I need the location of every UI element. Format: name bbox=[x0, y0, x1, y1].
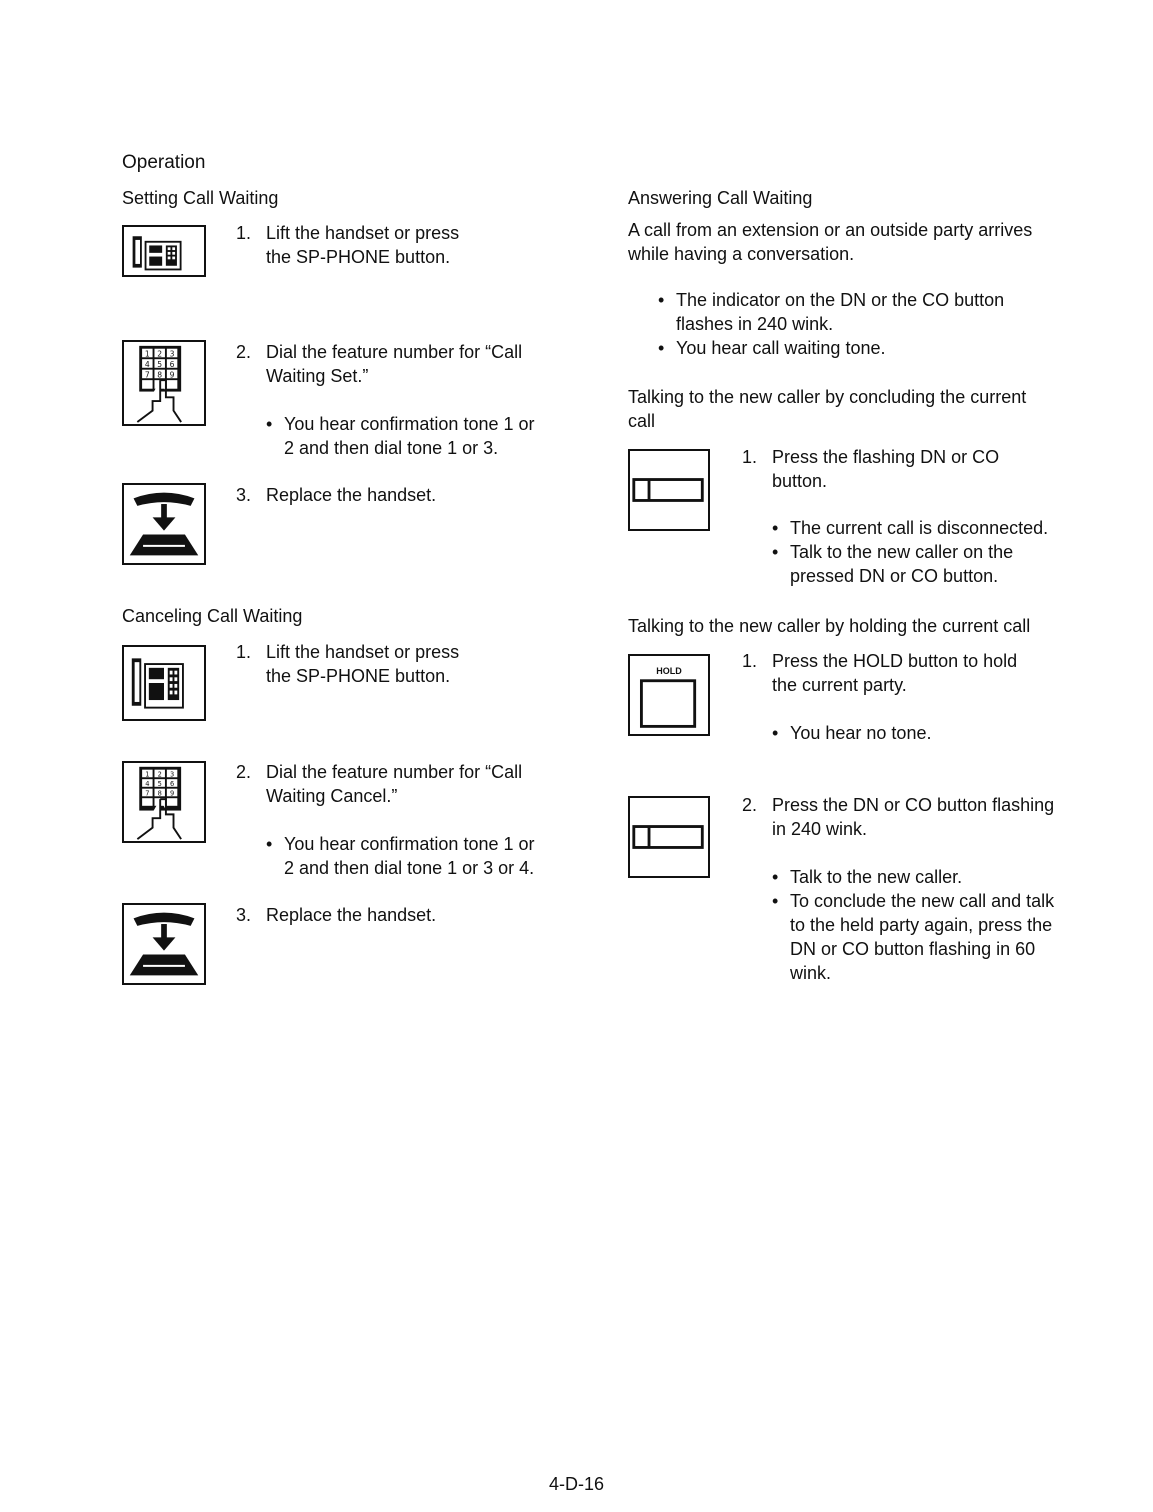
list-item: • Talk to the new caller on the pressed DN or CO button. bbox=[772, 540, 1092, 588]
holding-step-2: 2. Press the DN or CO button flashing in 240 wink. bbox=[742, 795, 1055, 839]
canceling-step-1: 1. Lift the handset or press the SP-PHONE button. bbox=[236, 642, 460, 686]
hold-button-icon: HOLD bbox=[628, 654, 710, 736]
list-item: • Talk to the new caller. bbox=[772, 865, 1102, 889]
setting-bullets bbox=[266, 412, 586, 460]
svg-text:3: 3 bbox=[169, 349, 175, 359]
svg-text:2: 2 bbox=[157, 349, 163, 359]
section-title: Operation bbox=[122, 152, 206, 173]
answering-intro: A call from an extension or an outside party arrives while having a conversation. bbox=[628, 220, 1033, 264]
svg-text:5: 5 bbox=[157, 359, 163, 369]
keypad-icon bbox=[122, 761, 206, 843]
setting-title: Setting Call Waiting bbox=[122, 188, 279, 208]
line-button-icon bbox=[628, 449, 710, 531]
svg-text:7: 7 bbox=[144, 370, 150, 380]
concluding-title: Talking to the new caller by concluding the current call bbox=[628, 387, 1027, 431]
svg-text:4: 4 bbox=[145, 779, 150, 788]
canceling-step-3: 3. Replace the handset. bbox=[236, 905, 437, 925]
answering-bullets bbox=[658, 288, 1078, 360]
list-item: • You hear confirmation tone 1 or 2 and then dial tone 1 or 3 or 4. bbox=[266, 832, 586, 880]
handset-replace-icon bbox=[122, 903, 206, 985]
svg-text:4: 4 bbox=[144, 359, 150, 369]
svg-text:9: 9 bbox=[169, 370, 175, 380]
telephone-icon bbox=[122, 225, 206, 277]
svg-text:8: 8 bbox=[157, 789, 162, 798]
list-item: • You hear no tone. bbox=[772, 721, 1092, 745]
setting-step-1: 1. Lift the handset or press the SP-PHONE button. bbox=[236, 223, 460, 267]
svg-text:1: 1 bbox=[145, 770, 150, 779]
list-item: • The indicator on the DN or the CO button flashes in 240 wink. bbox=[658, 288, 1078, 336]
svg-text:6: 6 bbox=[169, 779, 175, 788]
line-button-icon bbox=[628, 796, 710, 878]
setting-step-3: 3. Replace the handset. bbox=[236, 485, 437, 505]
list-item: • You hear confirmation tone 1 or 2 and then dial tone 1 or 3. bbox=[266, 412, 586, 460]
svg-text:3: 3 bbox=[169, 770, 175, 779]
holding-bullets-1 bbox=[772, 721, 1092, 745]
answering-title: Answering Call Waiting bbox=[628, 188, 813, 208]
holding-step-1: 1. Press the HOLD button to hold the current party. bbox=[742, 651, 1018, 695]
list-item: • The current call is disconnected. bbox=[772, 516, 1092, 540]
canceling-bullets bbox=[266, 832, 586, 880]
canceling-title: Canceling Call Waiting bbox=[122, 606, 303, 626]
keypad-icon bbox=[122, 340, 206, 426]
svg-text:9: 9 bbox=[169, 789, 175, 798]
holding-title: Talking to the new caller by holding the current call bbox=[628, 616, 1031, 636]
concluding-bullets bbox=[772, 516, 1092, 588]
svg-text:6: 6 bbox=[169, 359, 175, 369]
list-item: • To conclude the new call and talk to the held party again, press the DN or CO button flashing in 60 wink. bbox=[772, 889, 1102, 985]
list-item: • You hear call waiting tone. bbox=[658, 336, 1078, 360]
holding-bullets-2 bbox=[772, 865, 1102, 985]
svg-text:5: 5 bbox=[157, 779, 162, 788]
handset-replace-icon bbox=[122, 483, 206, 565]
svg-text:1: 1 bbox=[144, 349, 150, 359]
page-number: 4-D-16 bbox=[548, 1474, 605, 1494]
canceling-step-2: 2. Dial the feature number for “Call Waiting Cancel.” bbox=[236, 762, 523, 806]
concluding-step-1: 1. Press the flashing DN or CO button. bbox=[742, 447, 1000, 491]
svg-text:2: 2 bbox=[157, 770, 162, 779]
svg-text:8: 8 bbox=[157, 370, 163, 380]
setting-step-2: 2. Dial the feature number for “Call Waiting Set.” bbox=[236, 342, 523, 386]
svg-text:7: 7 bbox=[145, 789, 150, 798]
telephone-icon bbox=[122, 645, 206, 721]
